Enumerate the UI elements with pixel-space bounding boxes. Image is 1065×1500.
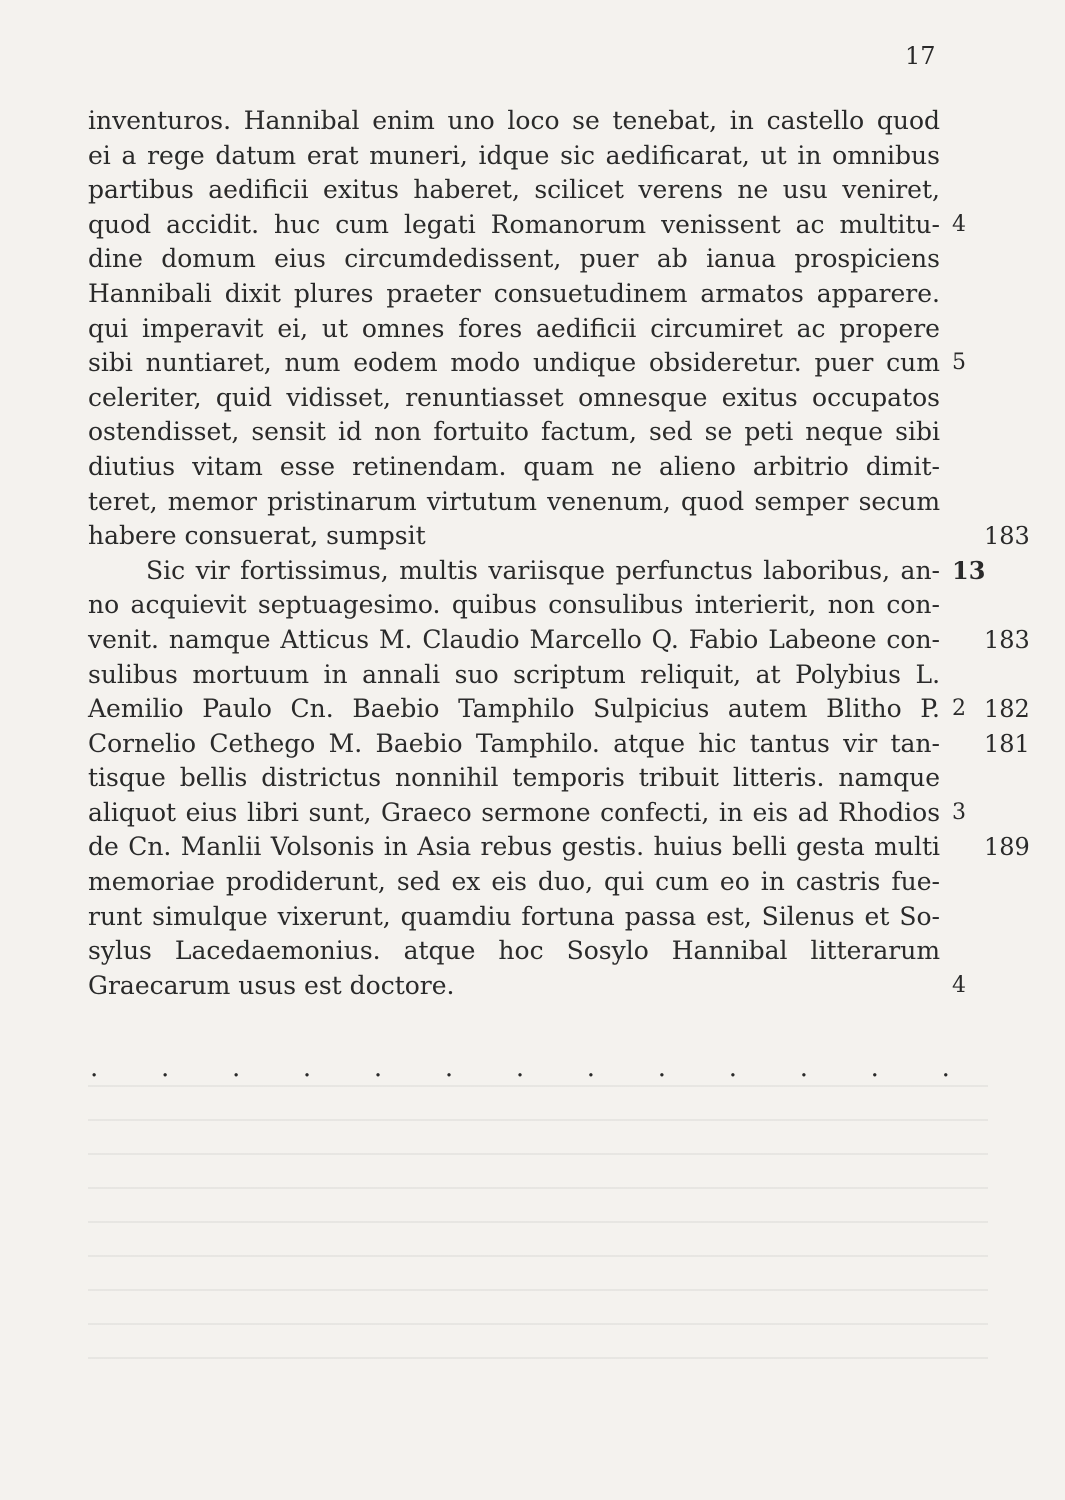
line-text: Cornelio Cethego M. Baebio Tamphilo. atque hic tantus vir tan- (88, 728, 940, 758)
text-line (88, 658, 948, 693)
text-line (88, 865, 948, 900)
line-text: teret, memor pristinarum virtutum venenum, quod semper secum (88, 486, 941, 516)
text-line (88, 139, 948, 174)
section-number: 5 (952, 350, 966, 376)
line-text: ei a rege datum erat muneri, idque sic aedificarat, ut in omnibus (88, 140, 940, 170)
text-line (88, 969, 966, 1004)
text-line (88, 208, 966, 243)
ellipsis-dots (90, 1053, 950, 1083)
ellipsis-dot: . (302, 1053, 312, 1083)
line-text: inventuros. Hannibal enim uno loco se tenebat, in castello quod (88, 106, 941, 135)
section-number: 2 (952, 696, 966, 722)
text-line (88, 450, 948, 485)
margin-year: 182 (984, 695, 1030, 724)
line-text: sibi nuntiaret, num eodem modo undique obsideretur. puer cum (88, 348, 940, 378)
text-line (88, 277, 948, 312)
text-line (88, 242, 948, 277)
text-line (88, 692, 1030, 727)
line-text: sulibus mortuum in annali suo scriptum reliquit, at Polybius L. (88, 659, 941, 689)
section-number: 4 (952, 972, 966, 998)
section-number: 4 (952, 211, 966, 237)
text-line (88, 727, 1030, 762)
text-line (88, 761, 948, 796)
line-text: habere consuerat, sumpsit (88, 521, 426, 551)
line-text: sylus Lacedaemonius. atque hoc Sosylo Hannibal litterarum (88, 936, 941, 966)
margin-year: 183 (984, 625, 1030, 654)
section-number: 3 (952, 799, 966, 825)
page-number: 17 (905, 42, 936, 70)
section-number: 13 (952, 555, 986, 585)
text-line (88, 173, 948, 208)
line-text: runt simulque vixerunt, quamdiu fortuna passa est, Silenus et So- (88, 901, 940, 931)
ellipsis-dot: . (728, 1053, 737, 1083)
line-text: no acquievit septuagesimo. quibus consulibus interierit, non con- (88, 590, 940, 620)
ellipsis-dot: . (90, 1053, 99, 1083)
text-line (88, 554, 986, 589)
ellipsis-dot: . (231, 1053, 241, 1083)
ellipsis-dot: . (515, 1053, 525, 1083)
text-line (88, 796, 966, 831)
text-line (88, 346, 966, 381)
line-text: qui imperavit ei, ut omnes fores aedificii circumiret ac propere (88, 313, 940, 343)
main-text (88, 104, 1030, 1003)
margin-year: 181 (984, 729, 1030, 758)
text-line (88, 519, 1030, 554)
line-text: Graecarum usus est doctore. (88, 970, 455, 1000)
text-line (88, 312, 948, 347)
line-text: venit. namque Atticus M. Claudio Marcello Q. Fabio Labeone con- (88, 624, 940, 654)
line-text: tisque bellis districtus nonnihil temporis tribuit litteris. namque (88, 763, 940, 793)
line-text: diutius vitam esse retinendam. quam ne alieno arbitrio dimit- (88, 451, 940, 481)
text-line (88, 623, 1030, 658)
ellipsis-dot: . (870, 1053, 879, 1083)
text-line (88, 830, 1030, 865)
line-text: quod accidit. huc cum legati Romanorum venissent ac multitu- (88, 209, 940, 239)
text-line (88, 588, 948, 623)
ellipsis-dot: . (799, 1053, 808, 1083)
line-text: celeriter, quid vidisset, renuntiasset omnesque exitus occupatos (88, 382, 941, 412)
ellipsis-dot: . (941, 1053, 950, 1083)
ellipsis-dot: . (160, 1053, 170, 1083)
line-text: aliquot eius libri sunt, Graeco sermone confecti, in eis ad Rhodios (88, 797, 941, 827)
line-text: de Cn. Manlii Volsonis in Asia rebus gestis. huius belli gesta multi (88, 832, 940, 862)
line-text: ostendisset, sensit id non fortuito factum, sed se peti neque sibi (88, 417, 940, 447)
line-text: Sic vir fortissimus, multis variisque perfunctus laboribus, an- (146, 555, 940, 585)
text-line (88, 381, 948, 416)
line-text: dine domum eius circumdedissent, puer ab ianua prospiciens (88, 244, 940, 274)
line-text: memoriae prodiderunt, sed ex eis duo, qui cum eo in castris fue- (88, 867, 940, 897)
margin-year: 189 (984, 833, 1030, 862)
line-text: Hannibali dixit plures praeter consuetudinem armatos apparere. (88, 278, 940, 308)
line-text: partibus aedificii exitus haberet, scilicet verens ne usu veniret, (88, 175, 940, 205)
ellipsis-dot: . (586, 1053, 596, 1083)
line-text: Aemilio Paulo Cn. Baebio Tamphilo Sulpicius autem Blitho P. (88, 694, 940, 724)
text-line (88, 900, 948, 935)
margin-year: 183 (984, 522, 1030, 551)
bleed-through-shadow (88, 1085, 988, 1385)
ellipsis-dot: . (657, 1053, 667, 1083)
ellipsis-dot: . (373, 1053, 383, 1083)
ellipsis-dot: . (444, 1053, 454, 1083)
text-line (88, 934, 948, 969)
text-line (88, 415, 948, 450)
text-line (88, 104, 948, 139)
text-line (88, 485, 948, 520)
